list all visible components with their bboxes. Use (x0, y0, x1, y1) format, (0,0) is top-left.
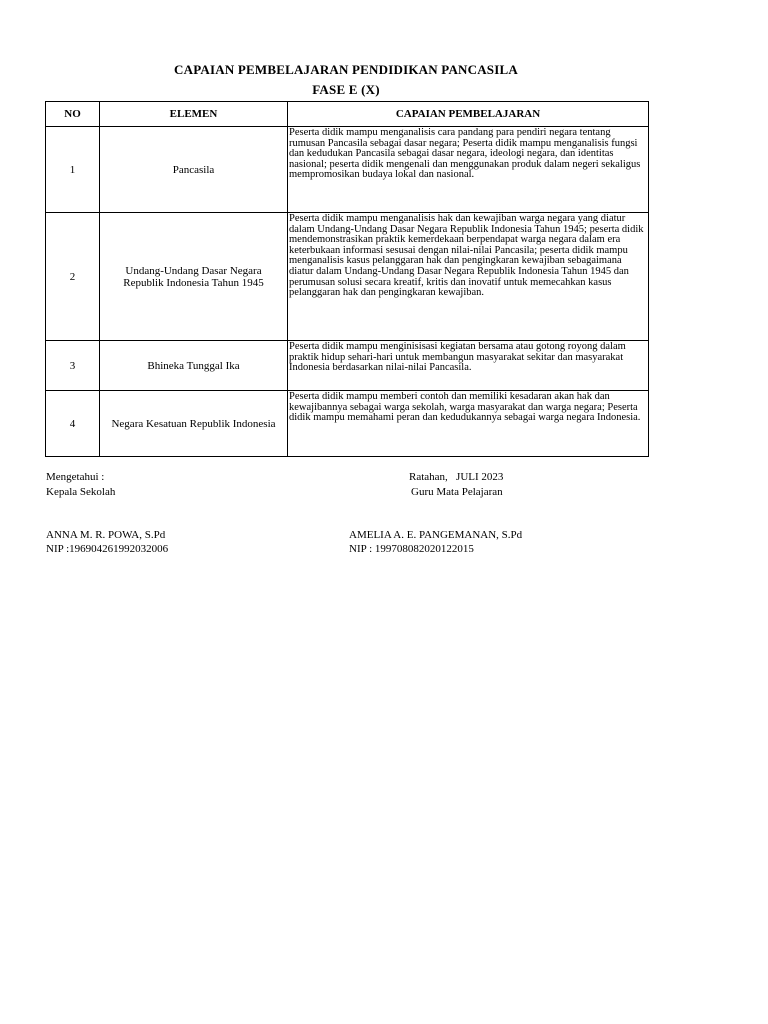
row-number: 1 (46, 127, 100, 213)
table-row (46, 391, 649, 457)
principal-role: Kepala Sekolah (46, 486, 116, 498)
teacher-name: AMELIA A. E. PANGEMANAN, S.Pd (349, 529, 523, 541)
place-date: Ratahan, JULI 2023 (409, 471, 504, 483)
row-elemen: Undang-Undang Dasar Negara Republik Indonesia Tahun 1945 (100, 213, 288, 341)
acknowledged-label: Mengetahui : (46, 471, 105, 483)
column-header-no: NO (46, 102, 100, 127)
principal-name: ANNA M. R. POWA, S.Pd (46, 529, 166, 541)
table-header-row (46, 102, 649, 127)
row-elemen: Bhineka Tunggal Ika (100, 341, 288, 391)
row-capaian: Peserta didik mampu menganalisis cara pandang para pendiri negara tentang rumusan Pancasila sebagai dasar negara; Peserta didik mampu menganalisis fungsi dan kedudukan Pancasila sebagai dasar negara, ideologi negara, dan identitas nasional; peserta didik mengenali dan menggunakan produk dalam negeri sekaligus mempromosikan budaya lokal dan nasional. (288, 127, 649, 213)
table-row (46, 127, 649, 213)
document-title: CAPAIAN PEMBELAJARAN PENDIDIKAN PANCASILA (174, 62, 518, 77)
teacher-role: Guru Mata Pelajaran (411, 486, 503, 498)
row-capaian: Peserta didik mampu memberi contoh dan memiliki kesadaran akan hak dan kewajibannya sebagai warga sekolah, warga masyarakat dan warga negara; Peserta didik mampu memahami peran dan kedudukannya sebagai warga negara Indonesia. (288, 391, 649, 457)
row-capaian: Peserta didik mampu menginisisasi kegiatan bersama atau gotong royong dalam praktik hidup sehari-hari untuk membangun masyarakat sekitar dan masyarakat Indonesia berdasarkan nilai-nilai Pancasila. (288, 341, 649, 391)
document-subtitle: FASE E (X) (312, 82, 380, 97)
row-number: 3 (46, 341, 100, 391)
principal-nip: NIP :196904261992032006 (46, 543, 169, 555)
row-number: 2 (46, 213, 100, 341)
teacher-nip: NIP : 199708082020122015 (349, 543, 474, 555)
row-elemen: Pancasila (100, 127, 288, 213)
table-row (46, 213, 649, 341)
table-row (46, 341, 649, 391)
capaian-table (45, 101, 649, 457)
row-elemen: Negara Kesatuan Republik Indonesia (100, 391, 288, 457)
row-capaian: Peserta didik mampu menganalisis hak dan kewajiban warga negara yang diatur dalam Undang-Undang Dasar Negara Republik Indonesia Tahun 1945; peserta didik mendemonstrasikan praktik kemerdekaan berpendapat warga negara dalam era keterbukaan informasi sesusai dengan nilai-nilai Pancasila; peserta didik mampu menganalisis kasus pelanggaran hak dan pengingkaran kewajiban sebagaimana diatur dalam Undang-Undang Dasar Negara Republik Indonesia Tahun 1945 dan perumusan solusi secara kreatif, kritis dan inovatif untuk memecahkan kasus pelanggaran hak dan pengingkaran kewajiban. (288, 213, 649, 341)
column-header-elemen: ELEMEN (100, 102, 288, 127)
row-number: 4 (46, 391, 100, 457)
column-header-capaian: CAPAIAN PEMBELAJARAN (288, 102, 649, 127)
